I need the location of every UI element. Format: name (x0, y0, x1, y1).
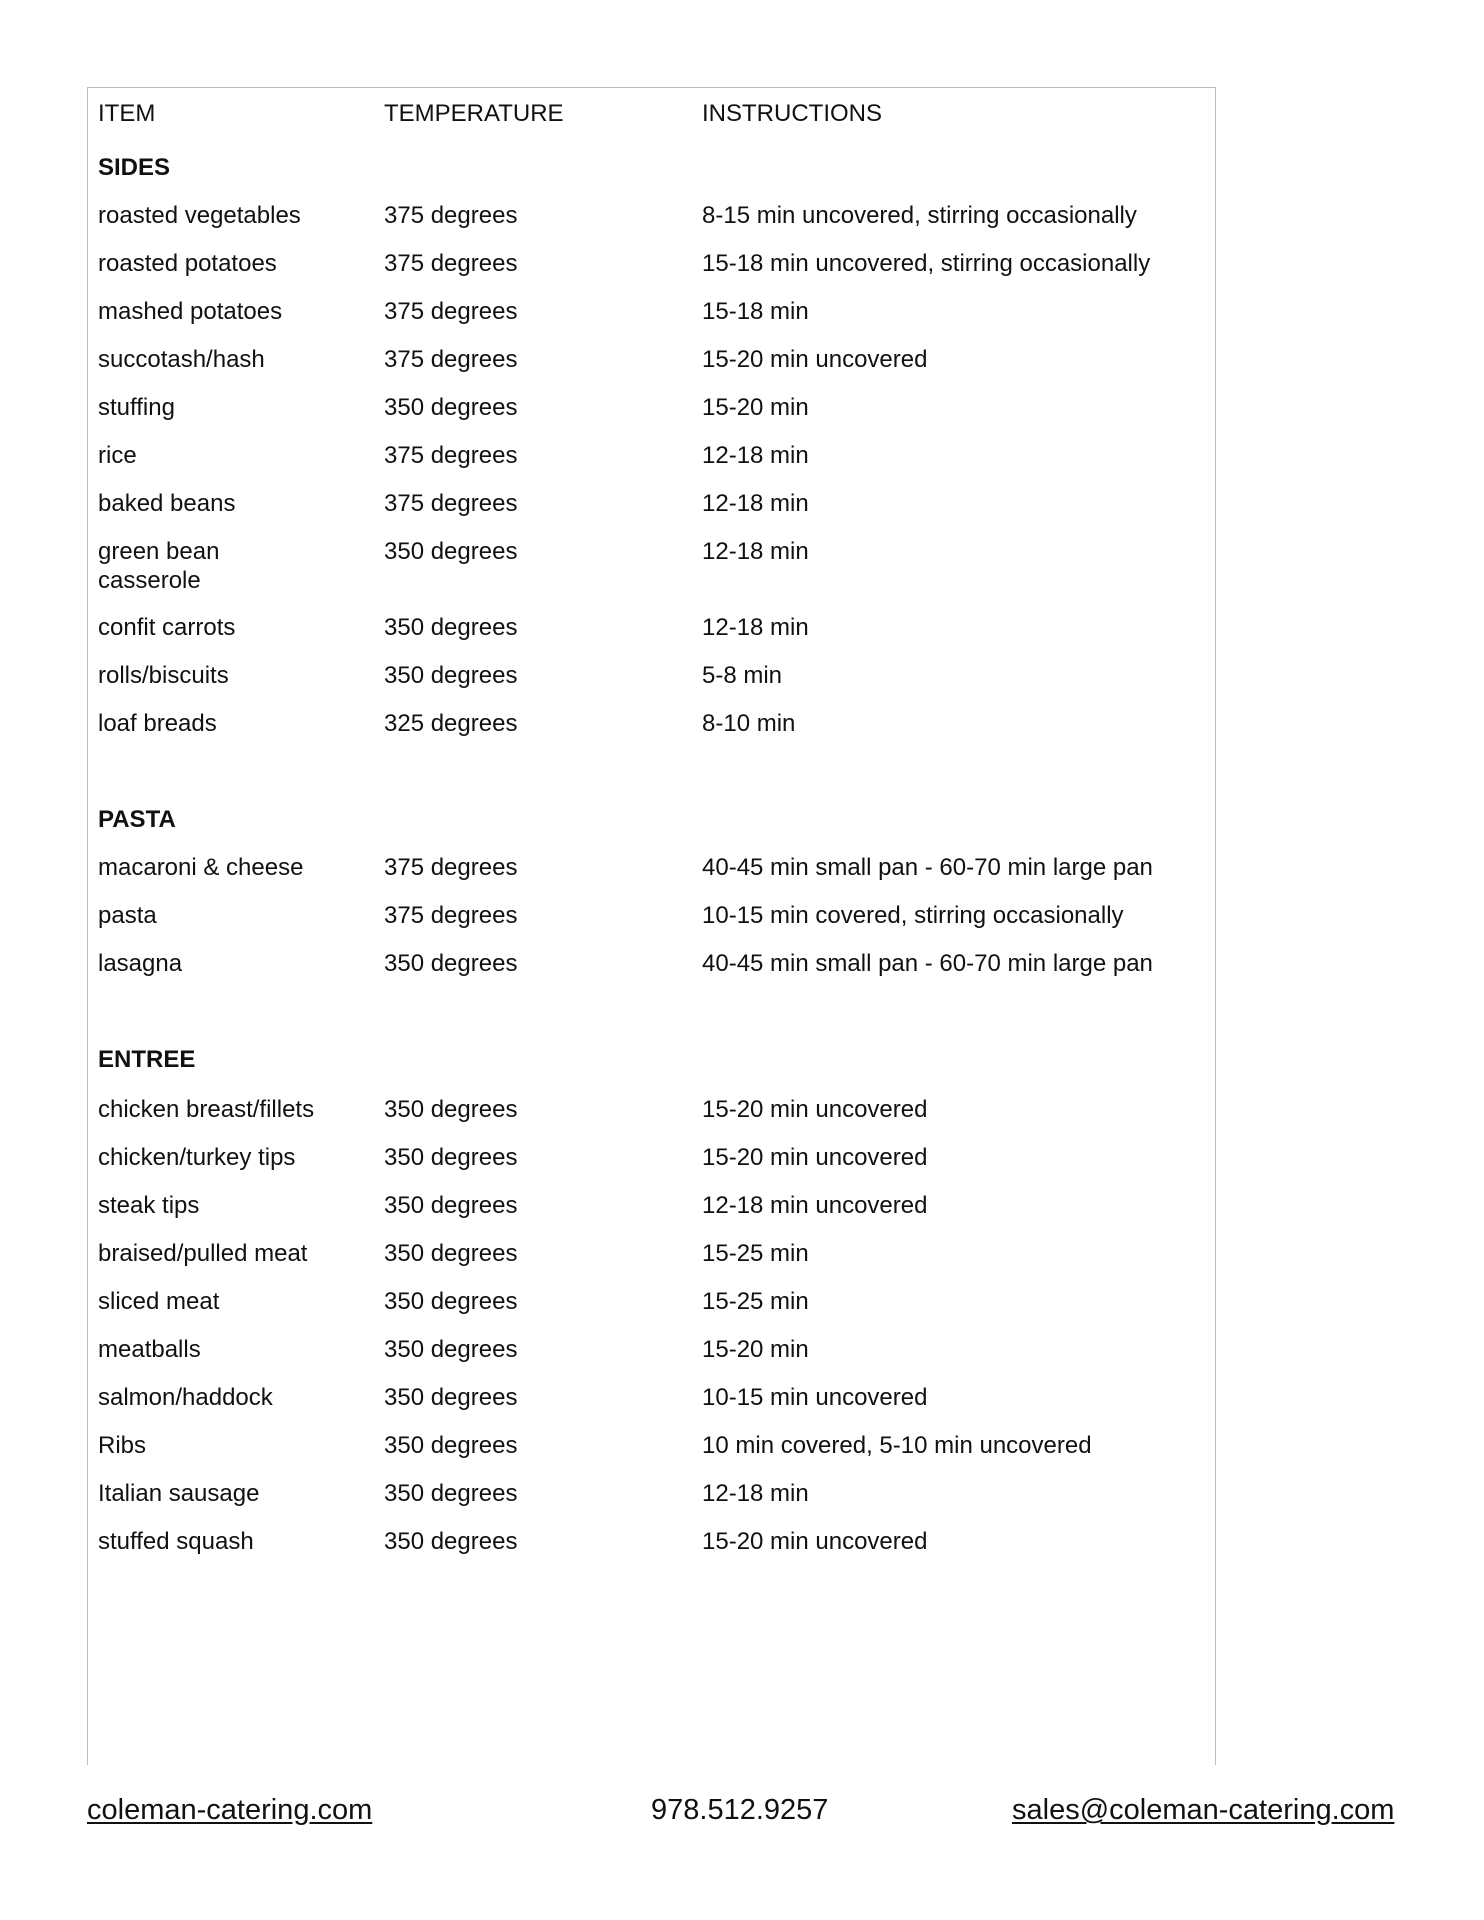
column-header-instructions: INSTRUCTIONS (702, 100, 882, 127)
website-link[interactable]: coleman-catering.com (87, 1794, 373, 1826)
item-name: lasagna (98, 950, 183, 977)
email-link[interactable]: sales@coleman-catering.com (1012, 1794, 1395, 1826)
item-temperature: 350 degrees (384, 1288, 518, 1315)
item-instructions: 15-20 min uncovered (702, 1528, 928, 1555)
column-header-temperature: TEMPERATURE (384, 100, 564, 127)
item-temperature: 375 degrees (384, 202, 518, 229)
item-temperature: 350 degrees (384, 1240, 518, 1267)
item-temperature: 350 degrees (384, 394, 518, 421)
item-name: loaf breads (98, 710, 217, 737)
item-instructions: 40-45 min small pan - 60-70 min large pan (702, 854, 1153, 881)
item-instructions: 15-18 min uncovered, stirring occasionally (702, 250, 1151, 277)
item-name: meatballs (98, 1336, 201, 1363)
item-name: chicken breast/fillets (98, 1096, 315, 1123)
item-instructions: 12-18 min (702, 442, 809, 469)
item-instructions: 15-25 min (702, 1240, 809, 1267)
item-name: salmon/haddock (98, 1384, 273, 1411)
item-name: chicken/turkey tips (98, 1144, 296, 1171)
item-temperature: 350 degrees (384, 1480, 518, 1507)
item-temperature: 375 degrees (384, 346, 518, 373)
item-temperature: 375 degrees (384, 298, 518, 325)
item-name: roasted potatoes (98, 250, 277, 277)
item-name: sliced meat (98, 1288, 220, 1315)
item-name: Italian sausage (98, 1480, 260, 1507)
item-instructions: 12-18 min (702, 1480, 809, 1507)
item-name: macaroni & cheese (98, 854, 304, 881)
item-instructions: 15-20 min uncovered (702, 1144, 928, 1171)
item-name: stuffing (98, 394, 175, 421)
section-title-sides: SIDES (98, 154, 171, 181)
item-name: confit carrots (98, 614, 236, 641)
item-instructions: 15-18 min (702, 298, 809, 325)
item-temperature: 375 degrees (384, 854, 518, 881)
item-instructions: 8-15 min uncovered, stirring occasionally (702, 202, 1137, 229)
item-name: succotash/hash (98, 346, 265, 373)
item-name: steak tips (98, 1192, 200, 1219)
item-instructions: 15-20 min (702, 1336, 809, 1363)
item-instructions: 15-20 min uncovered (702, 1096, 928, 1123)
item-temperature: 350 degrees (384, 1384, 518, 1411)
item-instructions: 12-18 min (702, 490, 809, 517)
item-temperature: 350 degrees (384, 662, 518, 689)
item-name: Ribs (98, 1432, 147, 1459)
item-instructions: 40-45 min small pan - 60-70 min large pan (702, 950, 1153, 977)
item-temperature: 350 degrees (384, 614, 518, 641)
item-instructions: 15-20 min (702, 394, 809, 421)
item-name: rice (98, 442, 137, 469)
item-name: roasted vegetables (98, 202, 301, 229)
item-temperature: 375 degrees (384, 902, 518, 929)
item-instructions: 10-15 min covered, stirring occasionally (702, 902, 1124, 929)
item-name: stuffed squash (98, 1528, 254, 1555)
section-title-pasta: PASTA (98, 806, 176, 833)
item-instructions: 12-18 min (702, 538, 809, 565)
item-temperature: 375 degrees (384, 490, 518, 517)
item-temperature: 350 degrees (384, 1096, 518, 1123)
item-temperature: 350 degrees (384, 538, 518, 565)
item-instructions: 15-20 min uncovered (702, 346, 928, 373)
item-name: rolls/biscuits (98, 662, 229, 689)
item-instructions: 8-10 min (702, 710, 796, 737)
item-name: pasta (98, 902, 157, 929)
footer-website (87, 1793, 372, 1827)
item-temperature: 350 degrees (384, 1144, 518, 1171)
item-temperature: 325 degrees (384, 710, 518, 737)
item-name: mashed potatoes (98, 298, 283, 325)
section-title-entree: ENTREE (98, 1046, 196, 1073)
item-temperature: 350 degrees (384, 950, 518, 977)
footer-phone: 978.512.9257 (651, 1794, 829, 1826)
item-instructions: 12-18 min (702, 614, 809, 641)
item-instructions: 10 min covered, 5-10 min uncovered (702, 1432, 1092, 1459)
item-name: braised/pulled meat (98, 1240, 308, 1267)
item-name: green bean casserole (98, 538, 220, 594)
item-instructions: 12-18 min uncovered (702, 1192, 928, 1219)
column-header-item: ITEM (98, 100, 156, 127)
item-instructions: 15-25 min (702, 1288, 809, 1315)
item-temperature: 350 degrees (384, 1192, 518, 1219)
item-name: baked beans (98, 490, 236, 517)
item-temperature: 375 degrees (384, 250, 518, 277)
item-temperature: 350 degrees (384, 1528, 518, 1555)
item-temperature: 350 degrees (384, 1336, 518, 1363)
footer-email (1012, 1793, 1394, 1827)
item-instructions: 10-15 min uncovered (702, 1384, 928, 1411)
item-instructions: 5-8 min (702, 662, 783, 689)
item-temperature: 350 degrees (384, 1432, 518, 1459)
item-temperature: 375 degrees (384, 442, 518, 469)
